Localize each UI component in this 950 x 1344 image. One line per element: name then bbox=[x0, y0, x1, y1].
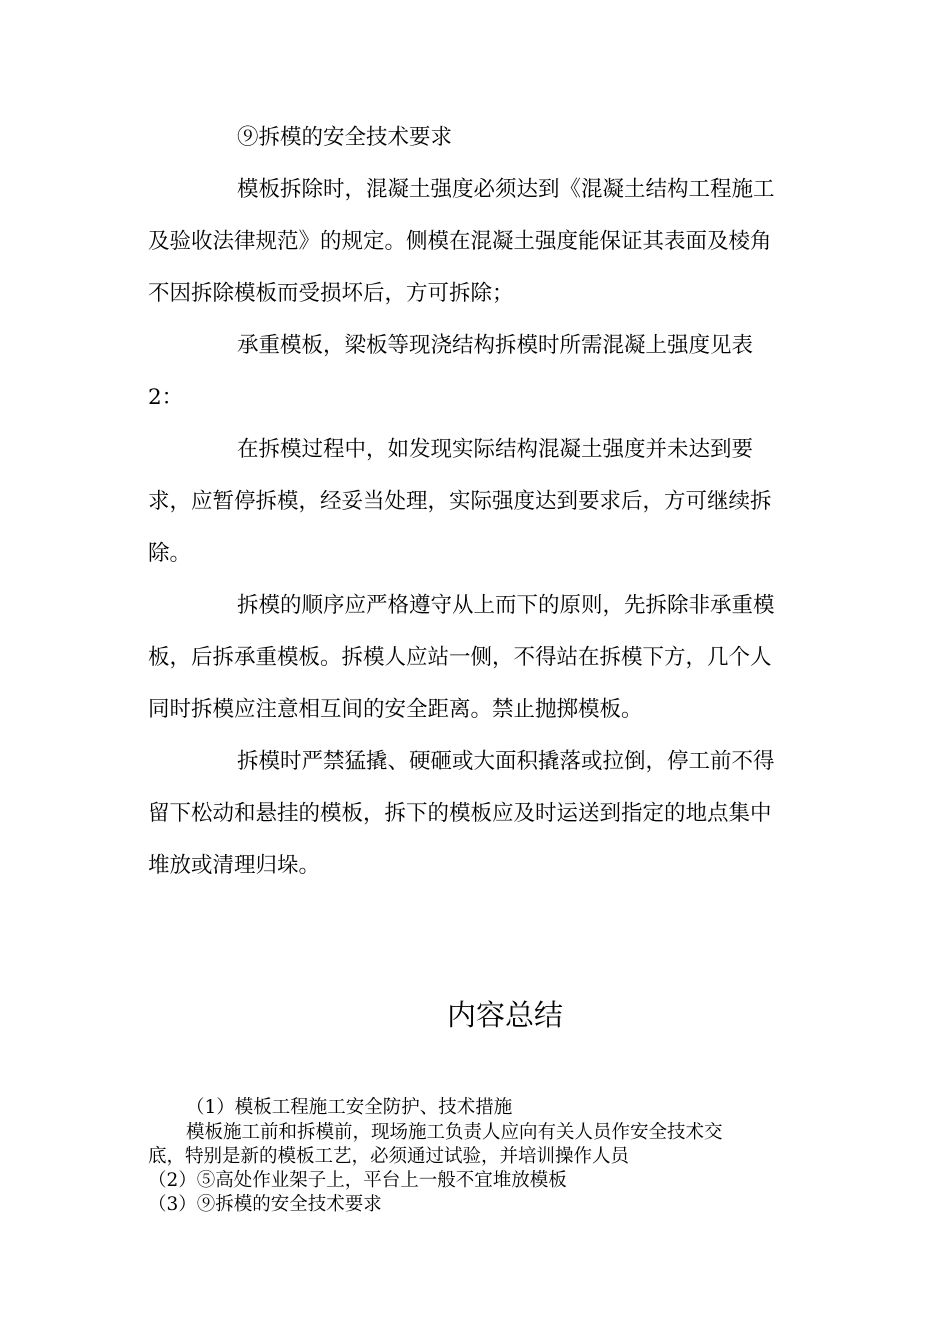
summary-title: 内容总结 bbox=[447, 998, 564, 1032]
paragraph-2-line-2: 2： bbox=[148, 385, 184, 410]
summary-line-2: 模板施工前和拆模前，现场施工负责人应向有关人员作安全技术交 bbox=[186, 1122, 723, 1143]
paragraph-4-line-1: 拆模的顺序应严格遵守从上而下的原则，先拆除非承重模 bbox=[237, 593, 775, 618]
paragraph-3-line-2: 求，应暂停拆模，经妥当处理，实际强度达到要求后，方可继续拆 bbox=[148, 489, 772, 514]
paragraph-5-line-3: 堆放或清理归垛。 bbox=[148, 853, 321, 878]
paragraph-4-line-2: 板，后拆承重模板。拆模人应站一侧，不得站在拆模下方，几个人 bbox=[148, 645, 772, 670]
summary-line-4: （2）⑤高处作业架子上，平台上一般不宜堆放模板 bbox=[148, 1170, 567, 1191]
paragraph-3-line-3: 除。 bbox=[148, 541, 192, 566]
paragraph-2-line-1: 承重模板，梁板等现浇结构拆模时所需混凝上强度见表 bbox=[237, 333, 754, 358]
paragraph-5-line-1: 拆模时严禁猛撬、硬砸或大面积撬落或拉倒，停工前不得 bbox=[237, 749, 775, 774]
summary-line-3: 底，特别是新的模板工艺，必须通过试验，并培训操作人员 bbox=[148, 1146, 630, 1167]
paragraph-1-line-3: 不因拆除模板而受损坏后，方可拆除； bbox=[148, 281, 514, 306]
paragraph-5-line-2: 留下松动和悬挂的模板，拆下的模板应及时运送到指定的地点集中 bbox=[148, 801, 772, 826]
summary-line-1: （1）模板工程施工安全防护、技术措施 bbox=[186, 1097, 513, 1118]
section-heading: ⑨拆模的安全技术要求 bbox=[237, 125, 453, 150]
summary-line-5: （3）⑨拆模的安全技术要求 bbox=[148, 1194, 382, 1215]
paragraph-4-line-3: 同时拆模应注意相互间的安全距离。禁止抛掷模板。 bbox=[148, 697, 643, 722]
paragraph-1-line-1: 模板拆除时，混凝土强度必须达到《混凝土结构工程施工 bbox=[237, 177, 775, 202]
paragraph-3-line-1: 在拆模过程中，如发现实际结构混凝土强度并未达到要 bbox=[237, 437, 754, 462]
paragraph-1-line-2: 及验收法律规范》的规定。侧模在混凝土强度能保证其表面及棱角 bbox=[148, 229, 772, 254]
